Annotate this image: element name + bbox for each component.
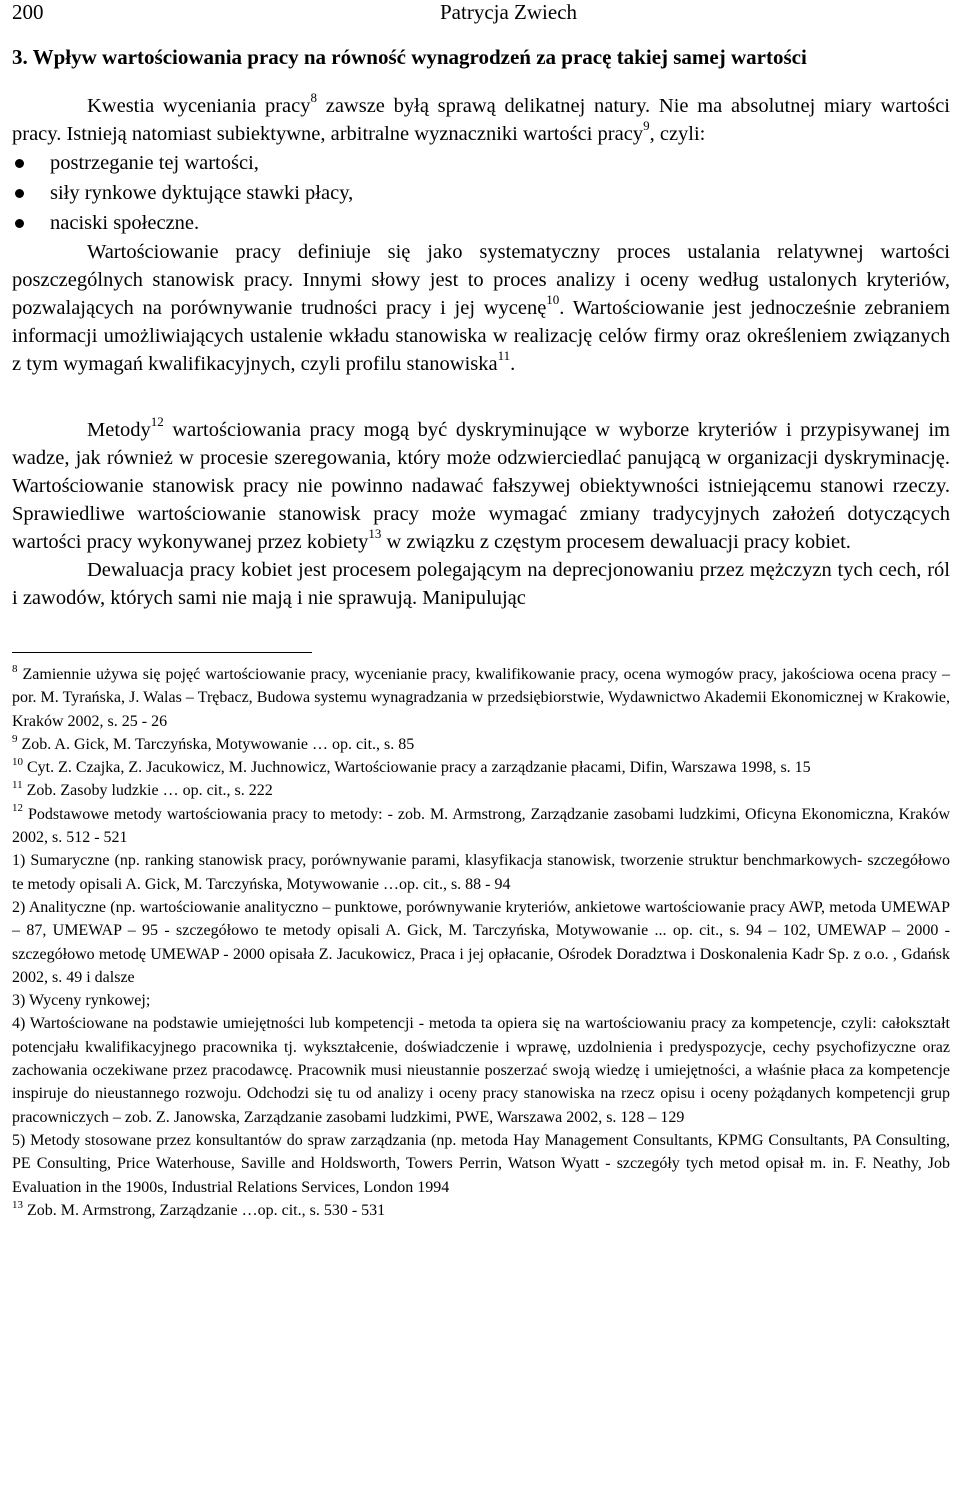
bullet-list <box>12 148 950 238</box>
footnote-ref-10[interactable]: 10 <box>546 292 560 308</box>
list-item: naciski społeczne. <box>12 208 950 238</box>
footnote-12-item: 4) Wartościowane na podstawie umiejętności lub kompetencji - metoda ta opiera się na wartościowaniu pracy za kompetencje, czyli: całokształt potencjału kwalifikacyjnego pracownika tj. wykształcenie, doświadczenie i wprawę, uzdolnienia i predyspozycje, cechy psychofizyczne oraz zachowania oczekiwane przez pracodawcę. Pracownik musi nieustannie poszerzać swoją wiedzę i umiejętności, a właśnie płaca za kompetencje inspiruje do nieustannego rozwoju. Odchodzi się tu od analizy i oceny pracy stanowiska na rzecz opisu i oceny pożądanych kompetencji grup pracowniczych – zob. Z. Janowska, Zarządzanie zasobami ludzkimi, PWE, Warszawa 2002, s. 128 – 129 <box>12 1015 950 1126</box>
footnote-ref-13[interactable]: 13 <box>368 526 382 542</box>
footnote-8: $^8$ Zamiennie używa się pojęć wartościowanie pracy, wycenianie pracy, kwalifikowanie pracy, ocena wymogów pracy, jakościowa ocena pracy – por. M. Tyrańska, J. Walas – Trębacz, Budowa systemu wynagradzania w przedsiębiorstwie, Wydawnictwo Akademii Ekonomicznej w Krakowie, Kraków 2002, s. 25 - 26 <box>12 662 950 730</box>
footnotes <box>12 663 950 1222</box>
footnote-divider <box>12 652 312 653</box>
footnote-9: $^9$ Zob. A. Gick, M. Tarczyńska, Motywowanie … op. cit., s. 85 <box>12 732 415 753</box>
section-heading: 3. Wpływ wartościowania pracy na równość wynagrodzeń za pracę takiej samej wartości <box>12 45 807 69</box>
footnote-10: $^{10}$ Cyt. Z. Czajka, Z. Jacukowicz, M. Juchnowicz, Wartościowanie pracy a zarządzanie płacami, Difin, Warszawa 1998, s. 15 <box>12 755 811 777</box>
footnote-ref-9[interactable]: 9 <box>643 118 650 134</box>
list-item: siły rynkowe dyktujące stawki płacy, <box>12 178 950 208</box>
footnote-12-item: 1) Sumaryczne (np. ranking stanowisk pracy, porównywanie parami, klasyfikacja stanowisk, tworzenie struktur benchmarkowych- szczegółowo te metody opisali A. Gick, M. Tarczyńska, Motywowanie …op. cit., s. 88 - 94 <box>12 852 950 893</box>
bullet-icon <box>15 219 24 228</box>
running-author: Patrycja Zwiech <box>440 0 578 24</box>
footnote-ref-11[interactable]: 11 <box>497 348 511 364</box>
bullet-icon <box>15 189 24 198</box>
paragraph-2: Wartościowanie pracy definiuje się jako systematyczny proces ustalania relatywnej wartości poszczególnych stanowisk pracy. Innymi słowy jest to proces analizy i oceny według ustalonych kryteriów, pozwalających na porównywanie trudności pracy i jej wycenę$^{10}$. Wartościowanie jest jednocześnie zebraniem informacji umożliwiających ustalenie wkładu stanowiska w realizację celów firmy oraz określeniem związanych z tym wymagań kwalifikacyjnych, czyli profilu stanowiska$^{11}$. <box>12 241 950 375</box>
running-header <box>12 0 950 34</box>
footnote-12-item: 2) Analityczne (np. wartościowanie analityczno – punktowe, porównywanie kryteriów, ankietowe wartościowanie pracy AWP, metoda UMEWAP – 87, UMEWAP – 95 - szczegółowo te metody opisali A. Gick, M. Tarczyńska, Motywowanie ... op. cit., s. 94 – 102, UMEWAP – 2000 - szczegółowo metodę UMEWAP - 2000 opisała Z. Jacukowicz, Praca i jej opłacanie, Ośrodek Doradztwa i Doskonalenia Kadr Sp. z o.o. , Gdańsk 2002, s. 49 i dalsze <box>12 898 950 986</box>
footnote-12-item: 3) Wyceny rynkowej; <box>12 992 151 1010</box>
footnote-ref-12[interactable]: 12 <box>150 414 164 430</box>
paragraph-4: Dewaluacja pracy kobiet jest procesem polegającym na deprecjonowaniu przez mężczyzn tych cech, ról i zawodów, których sami nie mają i nie sprawują. Manipulując <box>12 559 950 609</box>
bullet-icon <box>15 159 24 168</box>
page-number: 200 <box>12 0 44 24</box>
document-page <box>12 0 950 1222</box>
paragraph-1: Kwestia wyceniania pracy$^8$ zawsze byłą sprawą delikatnej natury. Nie ma absolutnej miary wartości pracy. Istnieją natomiast subiektywne, arbitralne wyznaczniki wartości pracy$^9$, czyli: <box>12 90 950 145</box>
footnote-13: $^{13}$ Zob. M. Armstrong, Zarządzanie …op. cit., s. 530 - 531 <box>12 1198 386 1219</box>
paragraph-3: Metody$^{12}$ wartościowania pracy mogą być dyskryminujące w wyborze kryteriów i przypisywanej im wadze, jak również w procesie szeregowania, który może odzwierciedlać panującą w organizacji dyskryminację. Wartościowanie stanowisk pracy nie powinno nadawać fałszywej obiektywności istniejącemu stanowi rzeczy. Sprawiedliwe wartościowanie stanowisk pracy może wymagać zmiany tradycyjnych założeń dotyczących wartości pracy wykonywanej przez kobiety$^{13}$ w związku z częstym procesem dewaluacji pracy kobiet. <box>12 414 950 553</box>
footnote-11: $^{11}$ Zob. Zasoby ludzkie … op. cit., s. 222 <box>12 779 273 800</box>
footnote-12-item: 5) Metody stosowane przez konsultantów do spraw zarządzania (np. metoda Hay Management Consultants, KPMG Consultants, PA Consulting, PE Consulting, Price Waterhouse, Saville and Holdsworth, Towers Perrin, Watson Wyatt - szczegóły tych metod opisał m. in. F. Neathy, Job Evaluation in the 1900s, Industrial Relations Services, London 1994 <box>12 1131 950 1196</box>
footnote-ref-8[interactable]: 8 <box>310 90 317 106</box>
list-item: postrzeganie tej wartości, <box>12 148 950 178</box>
footnote-12: $^{12}$ Podstawowe metody wartościowania pracy to metody: - zob. M. Armstrong, Zarządzanie zasobami ludzkimi, Oficyna Ekonomiczna, Kraków 2002, s. 512 - 521 <box>12 802 950 847</box>
